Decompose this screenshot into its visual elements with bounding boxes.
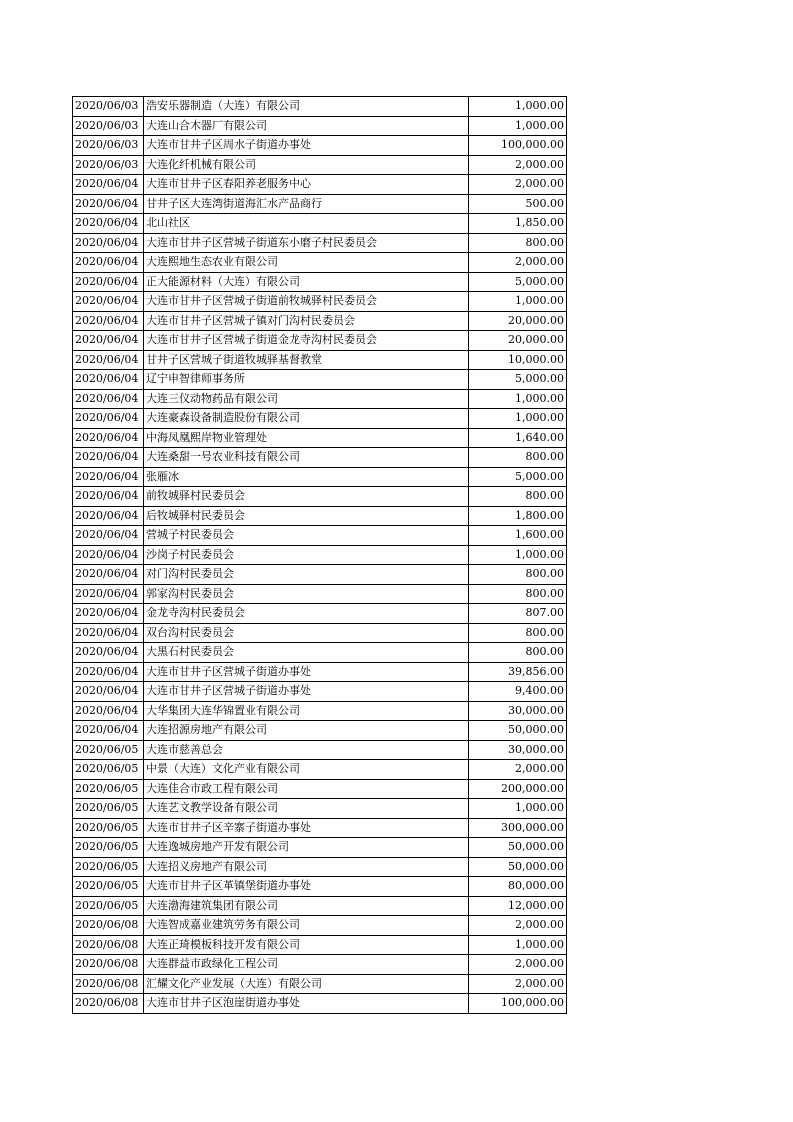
table-row — [73, 545, 567, 565]
donor-name-cell: 大连市甘井子区辛寨子街道办事处 — [144, 818, 469, 838]
date-cell: 2020/06/03 — [73, 155, 144, 175]
table-row — [73, 994, 567, 1014]
amount-cell: 1,000.00 — [469, 116, 567, 136]
table-row — [73, 526, 567, 546]
amount-cell: 5,000.00 — [469, 272, 567, 292]
amount-cell: 9,400.00 — [469, 682, 567, 702]
date-cell: 2020/06/04 — [73, 389, 144, 409]
donor-name-cell: 大华集团大连华锦置业有限公司 — [144, 701, 469, 721]
date-cell: 2020/06/04 — [73, 428, 144, 448]
table-row — [73, 175, 567, 195]
donor-name-cell: 大连正琦模板科技开发有限公司 — [144, 935, 469, 955]
date-cell: 2020/06/05 — [73, 760, 144, 780]
table-row — [73, 409, 567, 429]
date-cell: 2020/06/04 — [73, 487, 144, 507]
donor-name-cell: 大连市甘井子区周水子街道办事处 — [144, 136, 469, 156]
table-row — [73, 740, 567, 760]
amount-cell: 30,000.00 — [469, 740, 567, 760]
donor-name-cell: 张雁冰 — [144, 467, 469, 487]
table-row — [73, 487, 567, 507]
amount-cell: 20,000.00 — [469, 311, 567, 331]
amount-cell: 1,600.00 — [469, 526, 567, 546]
amount-cell: 80,000.00 — [469, 877, 567, 897]
amount-cell: 50,000.00 — [469, 857, 567, 877]
table-row — [73, 311, 567, 331]
donor-name-cell: 大连桑甜一号农业科技有限公司 — [144, 448, 469, 468]
donor-name-cell: 汇耀文化产业发展（大连）有限公司 — [144, 974, 469, 994]
amount-cell: 2,000.00 — [469, 974, 567, 994]
table-row — [73, 136, 567, 156]
table-row — [73, 155, 567, 175]
date-cell: 2020/06/04 — [73, 253, 144, 273]
amount-cell: 1,000.00 — [469, 389, 567, 409]
donor-name-cell: 大连招源房地产有限公司 — [144, 721, 469, 741]
amount-cell: 2,000.00 — [469, 175, 567, 195]
amount-cell: 800.00 — [469, 565, 567, 585]
date-cell: 2020/06/04 — [73, 584, 144, 604]
donor-name-cell: 对门沟村民委员会 — [144, 565, 469, 585]
donation-ledger-table — [72, 96, 567, 1014]
amount-cell: 50,000.00 — [469, 838, 567, 858]
date-cell: 2020/06/05 — [73, 779, 144, 799]
date-cell: 2020/06/08 — [73, 974, 144, 994]
amount-cell: 2,000.00 — [469, 916, 567, 936]
date-cell: 2020/06/04 — [73, 526, 144, 546]
amount-cell: 1,640.00 — [469, 428, 567, 448]
date-cell: 2020/06/04 — [73, 701, 144, 721]
date-cell: 2020/06/05 — [73, 740, 144, 760]
date-cell: 2020/06/08 — [73, 935, 144, 955]
table-row — [73, 701, 567, 721]
date-cell: 2020/06/05 — [73, 799, 144, 819]
table-row — [73, 214, 567, 234]
table-row — [73, 604, 567, 624]
table-row — [73, 643, 567, 663]
date-cell: 2020/06/04 — [73, 467, 144, 487]
table-row — [73, 623, 567, 643]
ledger-body — [73, 97, 567, 1014]
amount-cell: 100,000.00 — [469, 136, 567, 156]
table-row — [73, 818, 567, 838]
table-row — [73, 506, 567, 526]
table-row — [73, 974, 567, 994]
amount-cell: 1,000.00 — [469, 409, 567, 429]
table-row — [73, 389, 567, 409]
amount-cell: 10,000.00 — [469, 350, 567, 370]
donor-name-cell: 大连山合木器厂有限公司 — [144, 116, 469, 136]
table-row — [73, 935, 567, 955]
amount-cell: 5,000.00 — [469, 467, 567, 487]
donor-name-cell: 正大能源材料（大连）有限公司 — [144, 272, 469, 292]
date-cell: 2020/06/05 — [73, 838, 144, 858]
amount-cell: 807.00 — [469, 604, 567, 624]
date-cell: 2020/06/04 — [73, 409, 144, 429]
donor-name-cell: 大连市甘井子区营城子镇对门沟村民委员会 — [144, 311, 469, 331]
date-cell: 2020/06/04 — [73, 175, 144, 195]
table-row — [73, 565, 567, 585]
donor-name-cell: 浩安乐器制造（大连）有限公司 — [144, 97, 469, 117]
table-row — [73, 955, 567, 975]
date-cell: 2020/06/04 — [73, 292, 144, 312]
donor-name-cell: 大连群益市政绿化工程公司 — [144, 955, 469, 975]
donor-name-cell: 北山社区 — [144, 214, 469, 234]
date-cell: 2020/06/03 — [73, 116, 144, 136]
table-row — [73, 253, 567, 273]
donor-name-cell: 甘井子区大连湾街道海汇水产品商行 — [144, 194, 469, 214]
date-cell: 2020/06/04 — [73, 194, 144, 214]
table-row — [73, 662, 567, 682]
date-cell: 2020/06/04 — [73, 565, 144, 585]
donor-name-cell: 大连逸城房地产开发有限公司 — [144, 838, 469, 858]
date-cell: 2020/06/04 — [73, 214, 144, 234]
table-row — [73, 799, 567, 819]
donor-name-cell: 大连豪森设备制造股份有限公司 — [144, 409, 469, 429]
table-row — [73, 97, 567, 117]
amount-cell: 2,000.00 — [469, 253, 567, 273]
donor-name-cell: 大连市甘井子区革镇堡街道办事处 — [144, 877, 469, 897]
table-row — [73, 896, 567, 916]
donor-name-cell: 大连渤海建筑集团有限公司 — [144, 896, 469, 916]
date-cell: 2020/06/08 — [73, 994, 144, 1014]
donor-name-cell: 大连市甘井子区营城子街道金龙寺沟村民委员会 — [144, 331, 469, 351]
date-cell: 2020/06/04 — [73, 311, 144, 331]
donor-name-cell: 大黑石村民委员会 — [144, 643, 469, 663]
date-cell: 2020/06/03 — [73, 97, 144, 117]
table-row — [73, 448, 567, 468]
donor-name-cell: 大连佳合市政工程有限公司 — [144, 779, 469, 799]
amount-cell: 50,000.00 — [469, 721, 567, 741]
donor-name-cell: 大连招义房地产有限公司 — [144, 857, 469, 877]
table-row — [73, 916, 567, 936]
donor-name-cell: 大连市甘井子区营城子街道前牧城驿村民委员会 — [144, 292, 469, 312]
donor-name-cell: 大连市甘井子区泡崖街道办事处 — [144, 994, 469, 1014]
amount-cell: 1,000.00 — [469, 97, 567, 117]
amount-cell: 30,000.00 — [469, 701, 567, 721]
amount-cell: 2,000.00 — [469, 955, 567, 975]
donor-name-cell: 沙岗子村民委员会 — [144, 545, 469, 565]
table-row — [73, 428, 567, 448]
donor-name-cell: 大连市甘井子区春阳养老服务中心 — [144, 175, 469, 195]
table-row — [73, 350, 567, 370]
amount-cell: 100,000.00 — [469, 994, 567, 1014]
table-row — [73, 116, 567, 136]
table-row — [73, 272, 567, 292]
date-cell: 2020/06/03 — [73, 136, 144, 156]
table-row — [73, 370, 567, 390]
date-cell: 2020/06/04 — [73, 350, 144, 370]
donor-name-cell: 大连市甘井子区营城子街道东小磨子村民委员会 — [144, 233, 469, 253]
donor-name-cell: 甘井子区营城子街道牧城驿基督教堂 — [144, 350, 469, 370]
date-cell: 2020/06/04 — [73, 682, 144, 702]
amount-cell: 1,000.00 — [469, 935, 567, 955]
table-row — [73, 467, 567, 487]
table-row — [73, 721, 567, 741]
amount-cell: 1,850.00 — [469, 214, 567, 234]
date-cell: 2020/06/04 — [73, 545, 144, 565]
date-cell: 2020/06/08 — [73, 916, 144, 936]
donor-name-cell: 大连三仪动物药品有限公司 — [144, 389, 469, 409]
donor-name-cell: 前牧城驿村民委员会 — [144, 487, 469, 507]
donor-name-cell: 郭家沟村民委员会 — [144, 584, 469, 604]
donor-name-cell: 营城子村民委员会 — [144, 526, 469, 546]
donor-name-cell: 大连艺文教学设备有限公司 — [144, 799, 469, 819]
date-cell: 2020/06/04 — [73, 233, 144, 253]
date-cell: 2020/06/05 — [73, 896, 144, 916]
table-row — [73, 682, 567, 702]
donor-name-cell: 大连市甘井子区营城子街道办事处 — [144, 662, 469, 682]
amount-cell: 12,000.00 — [469, 896, 567, 916]
donor-name-cell: 辽宁申智律师事务所 — [144, 370, 469, 390]
donor-name-cell: 金龙寺沟村民委员会 — [144, 604, 469, 624]
donor-name-cell: 大连智成嘉业建筑劳务有限公司 — [144, 916, 469, 936]
amount-cell: 2,000.00 — [469, 155, 567, 175]
amount-cell: 1,800.00 — [469, 506, 567, 526]
date-cell: 2020/06/04 — [73, 623, 144, 643]
amount-cell: 800.00 — [469, 584, 567, 604]
date-cell: 2020/06/05 — [73, 857, 144, 877]
table-row — [73, 292, 567, 312]
donor-name-cell: 后牧城驿村民委员会 — [144, 506, 469, 526]
table-row — [73, 233, 567, 253]
amount-cell: 2,000.00 — [469, 760, 567, 780]
amount-cell: 1,000.00 — [469, 292, 567, 312]
table-row — [73, 584, 567, 604]
date-cell: 2020/06/04 — [73, 272, 144, 292]
table-row — [73, 857, 567, 877]
donor-name-cell: 中海凤凰熙岸物业管理处 — [144, 428, 469, 448]
amount-cell: 800.00 — [469, 448, 567, 468]
date-cell: 2020/06/04 — [73, 604, 144, 624]
amount-cell: 1,000.00 — [469, 545, 567, 565]
amount-cell: 800.00 — [469, 487, 567, 507]
date-cell: 2020/06/05 — [73, 877, 144, 897]
amount-cell: 20,000.00 — [469, 331, 567, 351]
donor-name-cell: 大连市慈善总会 — [144, 740, 469, 760]
table-row — [73, 194, 567, 214]
donor-name-cell: 大连熙地生态农业有限公司 — [144, 253, 469, 273]
table-row — [73, 877, 567, 897]
date-cell: 2020/06/05 — [73, 818, 144, 838]
amount-cell: 200,000.00 — [469, 779, 567, 799]
date-cell: 2020/06/04 — [73, 331, 144, 351]
date-cell: 2020/06/04 — [73, 721, 144, 741]
amount-cell: 300,000.00 — [469, 818, 567, 838]
date-cell: 2020/06/04 — [73, 662, 144, 682]
amount-cell: 1,000.00 — [469, 799, 567, 819]
donor-name-cell: 中景（大连）文化产业有限公司 — [144, 760, 469, 780]
amount-cell: 800.00 — [469, 623, 567, 643]
date-cell: 2020/06/04 — [73, 370, 144, 390]
amount-cell: 500.00 — [469, 194, 567, 214]
table-row — [73, 331, 567, 351]
amount-cell: 39,856.00 — [469, 662, 567, 682]
date-cell: 2020/06/04 — [73, 643, 144, 663]
amount-cell: 5,000.00 — [469, 370, 567, 390]
amount-cell: 800.00 — [469, 233, 567, 253]
table-row — [73, 779, 567, 799]
donor-name-cell: 双台沟村民委员会 — [144, 623, 469, 643]
date-cell: 2020/06/04 — [73, 448, 144, 468]
date-cell: 2020/06/08 — [73, 955, 144, 975]
donor-name-cell: 大连化纤机械有限公司 — [144, 155, 469, 175]
amount-cell: 800.00 — [469, 643, 567, 663]
table-row — [73, 838, 567, 858]
table-row — [73, 760, 567, 780]
donor-name-cell: 大连市甘井子区营城子街道办事处 — [144, 682, 469, 702]
date-cell: 2020/06/04 — [73, 506, 144, 526]
